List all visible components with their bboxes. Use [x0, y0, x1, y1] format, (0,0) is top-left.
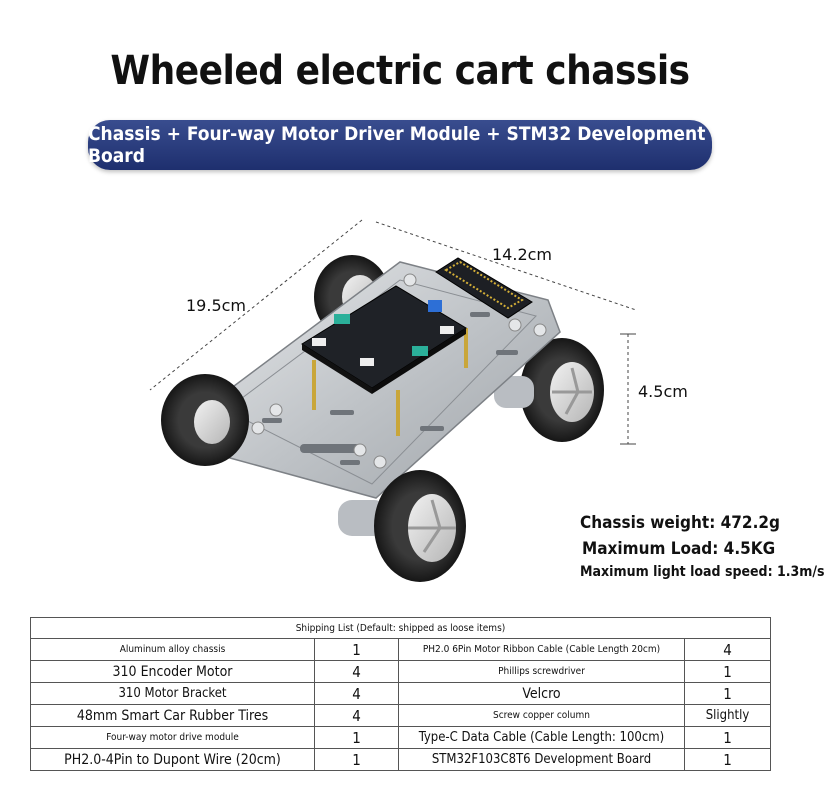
item-cell: Screw copper column	[399, 705, 685, 727]
spec-load: Maximum Load: 4.5KG	[582, 539, 776, 559]
dimension-width-label: 14.2cm	[492, 245, 553, 264]
front-right-wheel	[374, 470, 466, 582]
item-cell: Four-way motor drive module	[31, 727, 315, 749]
item-cell: PH2.0 6Pin Motor Ribbon Cable (Cable Length 20cm)	[399, 639, 685, 661]
qty-cell: 4	[315, 683, 399, 705]
qty-cell: 1	[685, 661, 771, 683]
qty-cell: 1	[685, 749, 771, 771]
qty-cell: 4	[685, 639, 771, 661]
spec-speed: Maximum light load speed: 1.3m/s	[580, 564, 825, 580]
qty-cell: 1	[315, 727, 399, 749]
item-cell: 310 Encoder Motor	[31, 661, 315, 683]
page-title: Wheeled electric cart chassis	[110, 48, 690, 94]
item-cell: STM32F103C8T6 Development Board	[399, 749, 685, 771]
spec-weight: Chassis weight: 472.2g	[580, 513, 780, 533]
table-row	[31, 683, 771, 705]
table-row	[31, 639, 771, 661]
dimension-length-label: 19.5cm	[186, 296, 247, 315]
qty-cell: 1	[315, 749, 399, 771]
qty-cell: 1	[685, 683, 771, 705]
item-cell: 48mm Smart Car Rubber Tires	[31, 705, 315, 727]
subtitle-text: Chassis + Four-way Motor Driver Module + STM32 Development Board	[88, 123, 706, 167]
item-cell: Type-C Data Cable (Cable Length: 100cm)	[399, 727, 685, 749]
front-left-wheel	[161, 374, 249, 466]
item-cell: Phillips screwdriver	[399, 661, 685, 683]
table-row	[31, 727, 771, 749]
qty-cell: 4	[315, 661, 399, 683]
shipping-list-header: Shipping List (Default: shipped as loose items)	[31, 618, 771, 639]
table-row	[31, 749, 771, 771]
dimension-height-label: 4.5cm	[638, 382, 688, 401]
item-cell: 310 Motor Bracket	[31, 683, 315, 705]
qty-cell: Slightly	[685, 705, 771, 727]
item-cell: Aluminum alloy chassis	[31, 639, 315, 661]
shipping-list-table	[30, 617, 771, 771]
dimension-line-height	[620, 334, 636, 444]
table-row	[31, 661, 771, 683]
qty-cell: 1	[685, 727, 771, 749]
item-cell: Velcro	[399, 683, 685, 705]
qty-cell: 1	[315, 639, 399, 661]
table-row	[31, 705, 771, 727]
qty-cell: 4	[315, 705, 399, 727]
item-cell: PH2.0-4Pin to Dupont Wire (20cm)	[31, 749, 315, 771]
subtitle-banner	[88, 120, 712, 170]
